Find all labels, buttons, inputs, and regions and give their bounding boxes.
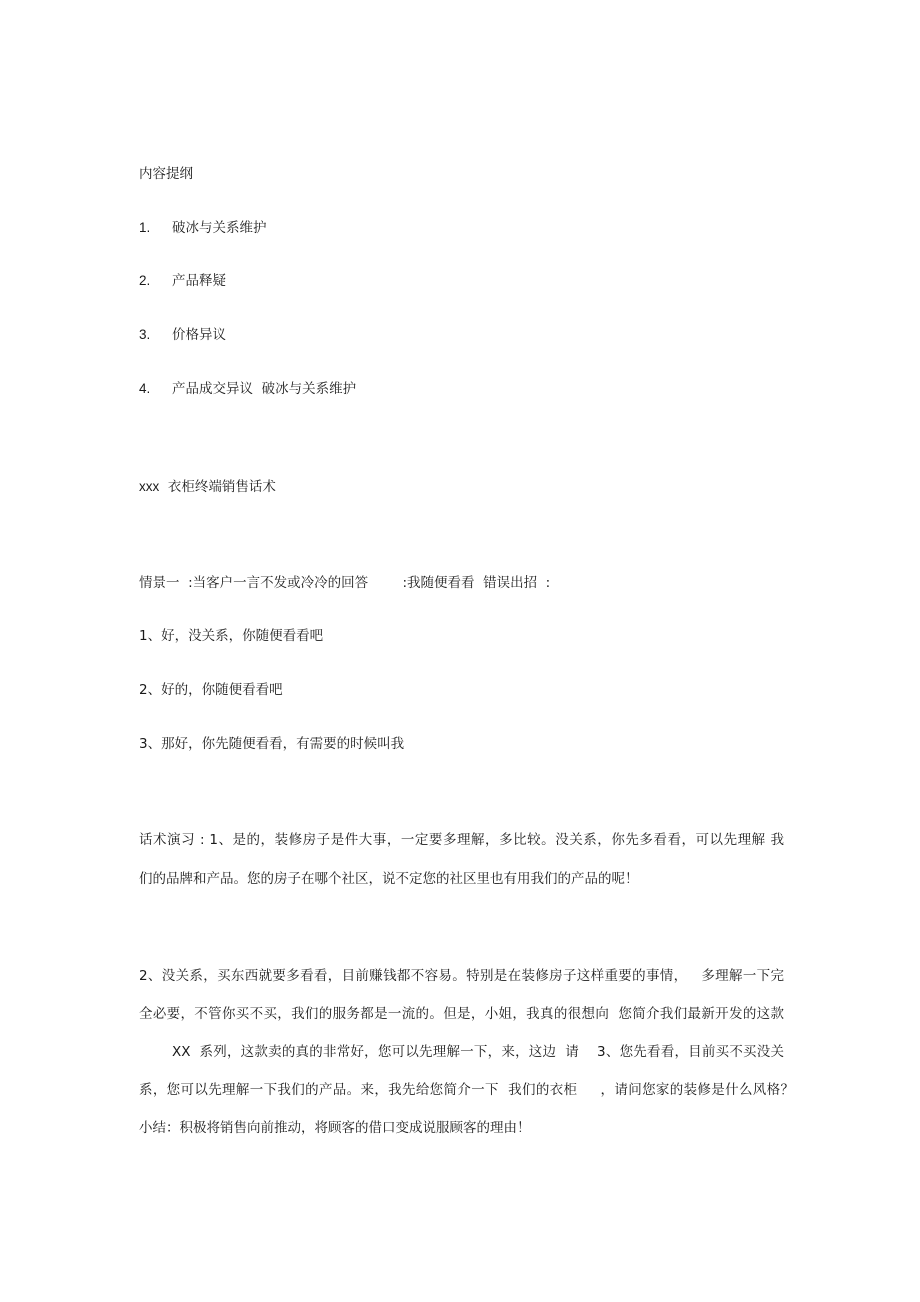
- practice-line: 们的品牌和产品。您的房子在哪个社区，说不定您的社区里也有用我们的产品的呢！: [139, 871, 639, 887]
- outline-item-text: 产品成交异议 破冰与关系维护: [172, 381, 357, 397]
- practice-line: 话术演习 : 1、是的，装修房子是件大事，一定要多理解，多比较。没关系，你先多看看，可以先理解 我: [139, 832, 784, 848]
- outline-item-number: 2.: [139, 273, 151, 288]
- scene-heading: 情景一 :当客户一言不发或冷冷的回答 :我随便看看 错误出招 :: [139, 575, 551, 591]
- document-title: [139, 477, 276, 497]
- outline-item-text: 价格异议: [172, 327, 226, 343]
- wrong-answer: 2、好的，你随便看看吧: [139, 682, 283, 698]
- outline-item-text: 产品释疑: [172, 273, 226, 289]
- answer-line: 全必要，不管你买不买，我们的服务都是一流的。但是，小姐，我真的很想向 您简介我们最新开发的这款: [139, 1006, 784, 1022]
- document-title-prefix: xxx: [139, 479, 160, 494]
- outline-item-number: 4.: [139, 381, 151, 396]
- wrong-answer: 1、好，没关系，你随便看看吧: [139, 628, 324, 644]
- summary-line: 小结：积极将销售向前推动，将顾客的借口变成说服顾客的理由！: [139, 1120, 531, 1136]
- outline-item: [139, 271, 226, 291]
- outline-item: [139, 325, 226, 345]
- outline-item: [139, 218, 267, 238]
- document-title-text: 衣柜终端销售话术: [167, 479, 276, 495]
- answer-line: 2、没关系，买东西就要多看看，目前赚钱都不容易。特别是在装修房子这样重要的事情， 多理解一下完: [139, 968, 784, 984]
- outline-item-number: 3.: [139, 327, 151, 342]
- answer-line: 系，您可以先理解一下我们的产品。来，我先给您简介一下 我们的衣柜 ，请问您家的装修是什么风格？: [139, 1082, 794, 1098]
- outline-title: 内容提纲: [139, 166, 193, 182]
- wrong-answer: 3、那好，你先随便看看，有需要的时候叫我: [139, 736, 405, 752]
- answer-line: XX 系列，这款卖的真的非常好，您可以先理解一下，来，这边 请 3、您先看看，目前买不买没关: [172, 1044, 784, 1060]
- outline-item-text: 破冰与关系维护: [172, 220, 267, 236]
- outline-item-number: 1.: [139, 220, 151, 235]
- outline-item: [139, 379, 356, 399]
